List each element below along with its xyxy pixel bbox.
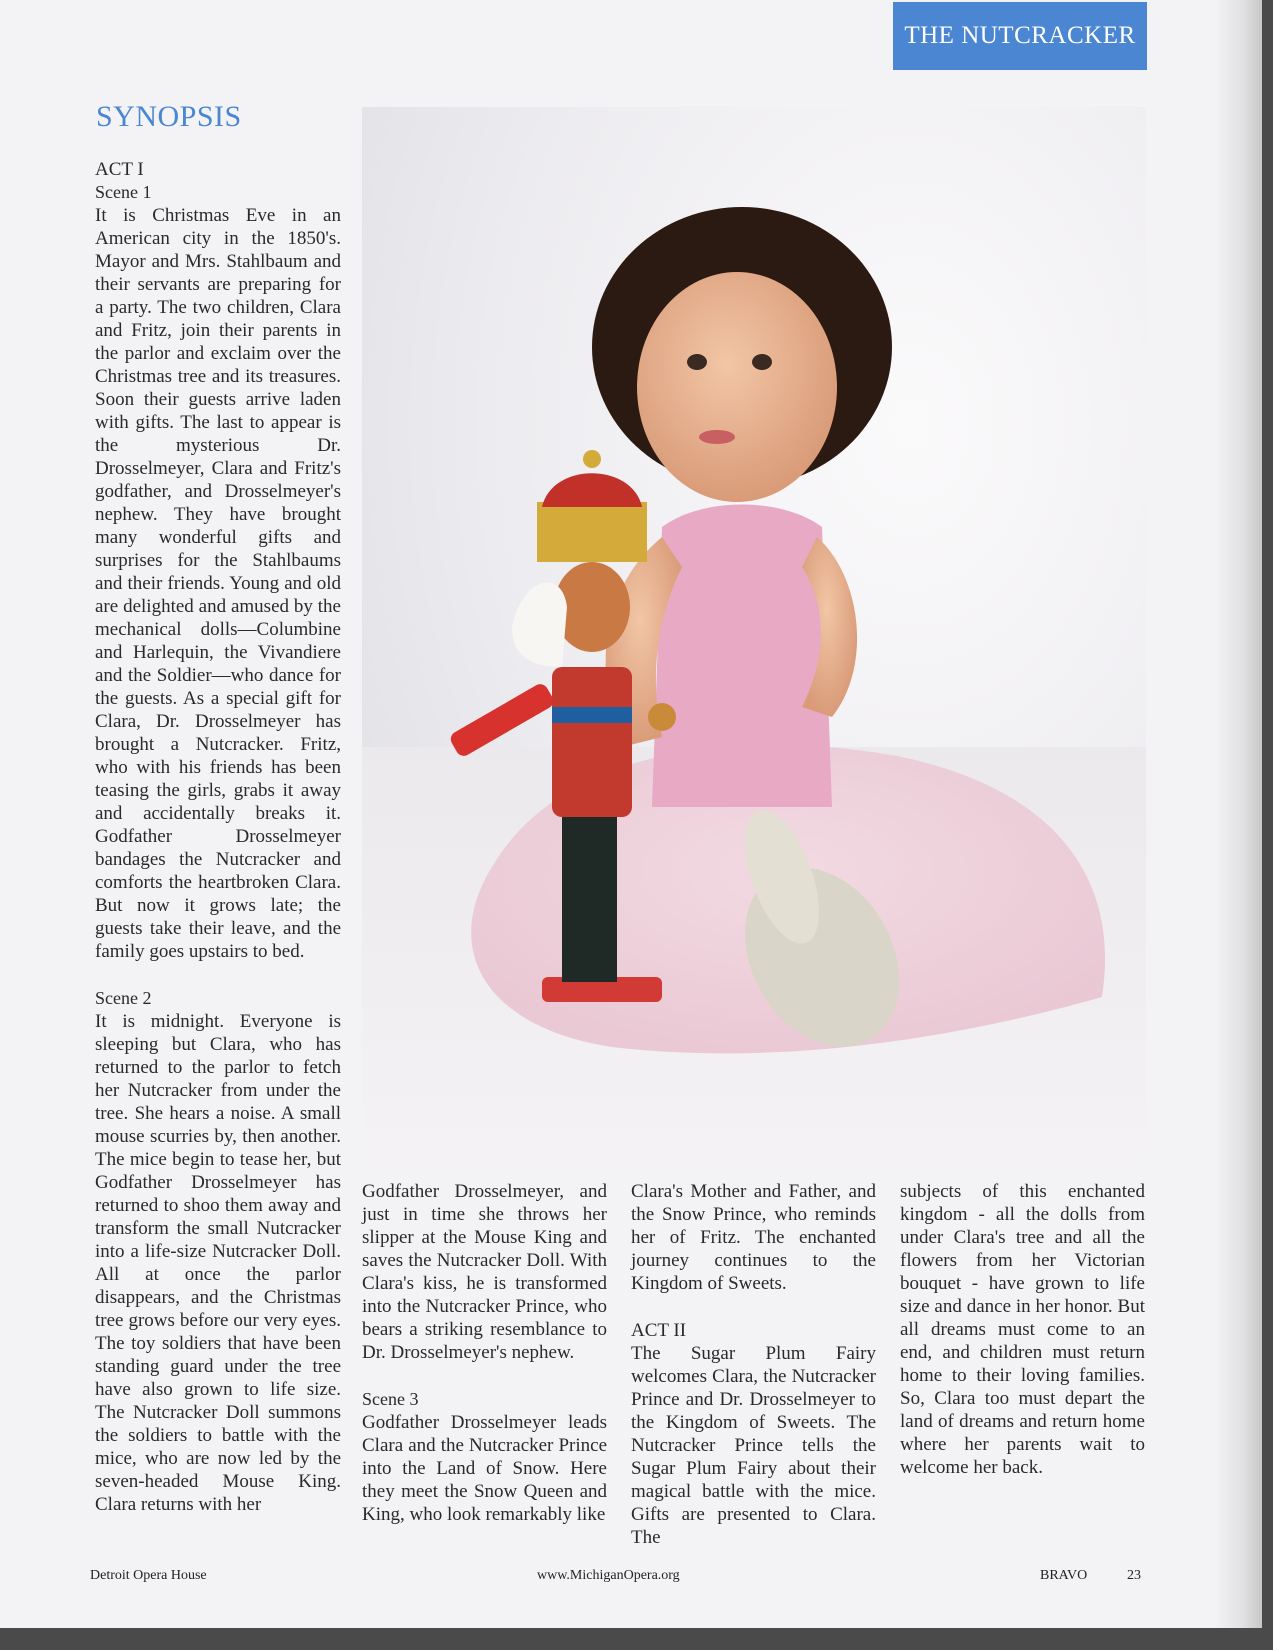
act-1-heading: ACT I bbox=[95, 159, 144, 180]
page-binding-shadow bbox=[1216, 0, 1262, 1628]
scene-1-heading: Scene 1 bbox=[95, 182, 152, 202]
scene-2-text-part-1: It is midnight. Everyone is sleeping but Clara, who has returned to the parlor to fetch her Nutcracker from under the tree. She hears a noise. A small mouse scurries by, then another. The mice begin to tease her, but Godfather Drosselmeyer has returned to shoo them away and transform the small Nutcracker into a life-size Nutcracker Doll. All at once the parlor disappears, and the Christmas tree grows before our very eyes. The toy soldiers that have been standing guard under the tree have also grown to life size. The Nutcracker Doll summons the soldiers to battle with the mice, who are now led by the seven-headed Mouse King. Clara returns with her bbox=[95, 1011, 341, 1515]
scene-2-heading: Scene 2 bbox=[95, 988, 152, 1008]
footer-venue: Detroit Opera House bbox=[90, 1568, 207, 1583]
synopsis-heading: SYNOPSIS bbox=[96, 100, 242, 133]
column-2 bbox=[362, 1180, 607, 1526]
girl-with-nutcracker-illustration bbox=[362, 107, 1146, 1163]
scene-1-text: It is Christmas Eve in an American city in the 1850's. Mayor and Mrs. Stahlbaum and their servants are preparing for a party. The two children, Clara and Fritz, join their parents in the parlor and exclaim over the Christmas tree and its treasures. Soon their guests arrive laden with gifts. The last to appear is the mysterious Dr. Drosselmeyer, Clara and Fritz's godfather, and Drosselmeyer's nephew. They have brought many wonderful gifts and surprises for the Stahlbaums and their friends. Young and old are delighted and amused by the mechanical dolls—Columbine and Harlequin, the Vivandiere and the Soldier—who dance for the guests. As a special gift for Clara, Dr. Drosselmeyer has brought a Nutcracker. Fritz, who with his friends has been teasing the girls, grabs it away and accidentally breaks it. Godfather Drosselmeyer bandages the Nutcracker and comforts the heartbroken Clara. But now it grows late; the guests take their leave, and the family goes upstairs to bed. bbox=[95, 205, 341, 962]
scene-3-heading: Scene 3 bbox=[362, 1389, 419, 1409]
column-3 bbox=[631, 1180, 876, 1549]
footer-page-number: 23 bbox=[1127, 1568, 1141, 1583]
feature-photo bbox=[362, 107, 1146, 1163]
scene-3-text-part-1: Godfather Drosselmeyer leads Clara and the Nutcracker Prince into the Land of Snow. Here they meet the Snow Queen and King, who look remarkably like bbox=[362, 1412, 607, 1525]
scene-2-text-part-2: Godfather Drosselmeyer, and just in time she throws her slipper at the Mouse King and saves the Nutcracker Doll. With Clara's kiss, he is transformed into the Nutcracker Prince, who bears a striking resemblance to Dr. Drosselmeyer's nephew. bbox=[362, 1181, 607, 1363]
act-2-text-part-1: The Sugar Plum Fairy welcomes Clara, the Nutcracker Prince and Dr. Drosselmeyer to the Kingdom of Sweets. The Nutcracker Prince tells the Sugar Plum Fairy about their magical battle with the mice. Gifts are presented to Clara. The bbox=[631, 1343, 876, 1548]
column-1 bbox=[95, 158, 341, 1516]
column-4 bbox=[900, 1180, 1145, 1479]
footer-website: www.MichiganOpera.org bbox=[537, 1568, 680, 1583]
footer-magazine-name: BRAVO bbox=[1040, 1568, 1088, 1583]
scene-3-text-part-2: Clara's Mother and Father, and the Snow Prince, who reminds her of Fritz. The enchanted journey continues to the Kingdom of Sweets. bbox=[631, 1181, 876, 1294]
section-header-tab: THE NUTCRACKER bbox=[893, 2, 1147, 70]
act-2-heading: ACT II bbox=[631, 1320, 687, 1341]
act-2-text-part-2: subjects of this enchanted kingdom - all the dolls from under Clara's tree and all the flowers from her Victorian bouquet - have grown to life size and dance in her honor. But all dreams must come to an end, and children must return home to their loving families. So, Clara too must depart the land of dreams and return home where her parents wait to welcome her back. bbox=[900, 1181, 1145, 1478]
